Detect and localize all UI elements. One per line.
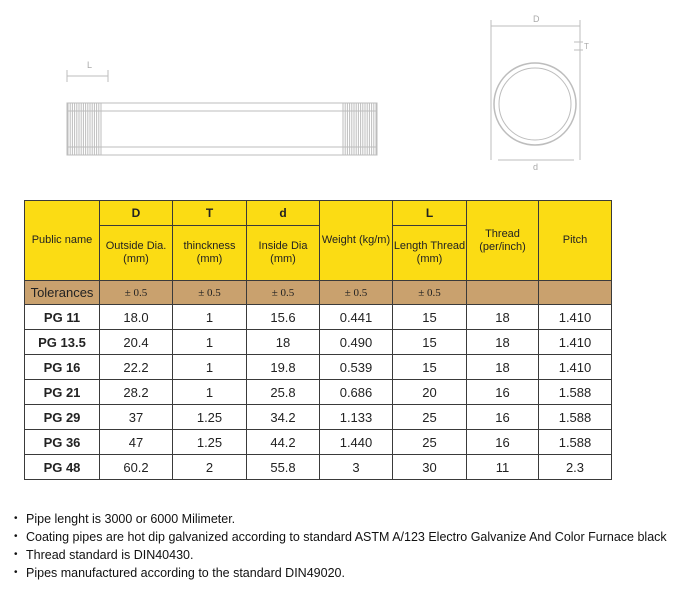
inside-dia-cell: 34.2 [247,405,320,430]
note-item [14,510,684,528]
weight-cell: 1.440 [320,430,393,455]
tolerance-value: ± 0.5 [393,281,467,305]
header-pitch: Pitch [539,201,612,281]
pitch-cell: 1.588 [539,430,612,455]
note-text: Pipe lenght is 3000 or 6000 Milimeter. [26,512,236,526]
public-name-cell: PG 13.5 [25,330,100,355]
length-thread-cell: 15 [393,355,467,380]
thread-cell: 18 [467,355,539,380]
inside-dia-cell: 44.2 [247,430,320,455]
pitch-cell: 1.410 [539,355,612,380]
pitch-cell: 1.588 [539,405,612,430]
note-text: Coating pipes are hot dip galvanized according to standard ASTM A/123 Electro Galvanize And Color Furnace black [26,530,667,544]
thickness-cell: 1 [173,330,247,355]
pitch-cell: 1.410 [539,330,612,355]
public-name-cell: PG 36 [25,430,100,455]
thread-cell: 18 [467,330,539,355]
pipe-side-view [67,70,377,155]
label-T: T [584,42,589,51]
table-row [25,330,612,355]
header-thread: Thread (per/inch) [467,201,539,281]
thread-cell: 16 [467,405,539,430]
table-row [25,305,612,330]
thread-cell: 18 [467,305,539,330]
tolerance-value: ± 0.5 [247,281,320,305]
header-letter-T: T [173,201,247,226]
thread-cell: 16 [467,380,539,405]
tolerance-empty [539,281,612,305]
notes-list [14,510,684,582]
thickness-cell: 1 [173,355,247,380]
tolerance-empty [467,281,539,305]
thickness-cell: 1 [173,305,247,330]
inside-dia-cell: 55.8 [247,455,320,480]
outside-dia-cell: 20.4 [100,330,173,355]
inside-dia-cell: 18 [247,330,320,355]
header-inside-dia: Inside Dia (mm) [247,226,320,281]
pipe-technical-drawing [0,0,692,200]
inside-dia-cell: 25.8 [247,380,320,405]
note-item [14,564,684,582]
public-name-cell: PG 21 [25,380,100,405]
length-thread-cell: 30 [393,455,467,480]
thread-cell: 11 [467,455,539,480]
table-row [25,405,612,430]
table-row [25,430,612,455]
note-text: Pipes manufactured according to the standard DIN49020. [26,566,345,580]
table-row [25,380,612,405]
header-letter-D: D [100,201,173,226]
public-name-cell: PG 11 [25,305,100,330]
tolerance-value: ± 0.5 [100,281,173,305]
inside-dia-cell: 19.8 [247,355,320,380]
tolerances-label: Tolerances [25,281,100,305]
outside-dia-cell: 28.2 [100,380,173,405]
tolerance-value: ± 0.5 [320,281,393,305]
tolerance-value: ± 0.5 [173,281,247,305]
header-weight: Weight (kg/m) [320,201,393,281]
header-outside-dia: Outside Dia.(mm) [100,226,173,281]
weight-cell: 3 [320,455,393,480]
header-letter-L: L [393,201,467,226]
tolerances-row [25,281,612,305]
length-thread-cell: 15 [393,330,467,355]
table-row [25,355,612,380]
header-thickness: thinckness (mm) [173,226,247,281]
thread-cell: 16 [467,430,539,455]
label-D: D [533,14,540,24]
header-letter-d: d [247,201,320,226]
weight-cell: 0.441 [320,305,393,330]
public-name-cell: PG 48 [25,455,100,480]
public-name-cell: PG 29 [25,405,100,430]
weight-cell: 0.686 [320,380,393,405]
bullet: • [14,531,18,542]
pitch-cell: 1.410 [539,305,612,330]
length-thread-cell: 25 [393,430,467,455]
outside-dia-cell: 47 [100,430,173,455]
pitch-cell: 1.588 [539,380,612,405]
pipe-spec-table [24,200,612,480]
label-d: d [533,162,539,172]
pitch-cell: 2.3 [539,455,612,480]
weight-cell: 1.133 [320,405,393,430]
public-name-cell: PG 16 [25,355,100,380]
weight-cell: 0.539 [320,355,393,380]
bullet: • [14,567,18,578]
label-L: L [87,60,93,70]
outside-dia-cell: 60.2 [100,455,173,480]
outside-dia-cell: 22.2 [100,355,173,380]
inside-dia-cell: 15.6 [247,305,320,330]
note-text: Thread standard is DIN40430. [26,548,194,562]
header-public-name: Public name [25,201,100,281]
thickness-cell: 1 [173,380,247,405]
outside-dia-cell: 18.0 [100,305,173,330]
length-thread-cell: 25 [393,405,467,430]
note-item [14,546,684,564]
thickness-cell: 1.25 [173,430,247,455]
bullet: • [14,513,18,524]
thickness-cell: 1.25 [173,405,247,430]
outside-dia-cell: 37 [100,405,173,430]
bullet: • [14,549,18,560]
weight-cell: 0.490 [320,330,393,355]
length-thread-cell: 20 [393,380,467,405]
table-row [25,455,612,480]
header-length-thread: Length Thread (mm) [393,226,467,281]
note-item [14,528,684,546]
thickness-cell: 2 [173,455,247,480]
length-thread-cell: 15 [393,305,467,330]
pipe-cross-section [491,20,583,160]
